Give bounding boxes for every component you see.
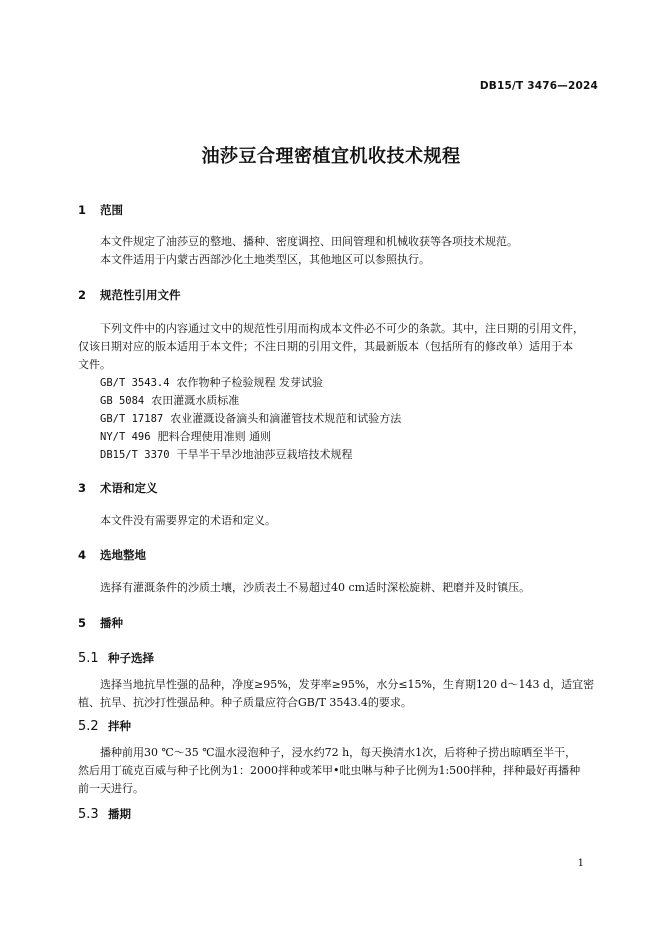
section-1-heading (78, 202, 123, 218)
page-number: 1 (577, 858, 584, 869)
subsection-5-3-heading (78, 806, 131, 822)
reference-item (100, 428, 271, 446)
paragraph: 本文件没有需要界定的术语和定义。 (100, 514, 276, 527)
reference-item (100, 410, 401, 428)
subsection-number: 5.1 (78, 651, 99, 666)
paragraph: 本文件规定了油莎豆的整地、播种、密度调控、田间管理和机械收获等各项技术规范。 (100, 235, 518, 248)
reference-code: GB 5084 (100, 395, 145, 407)
subsection-5-2-body (78, 744, 600, 798)
section-number: 5 (78, 616, 87, 630)
subsection-title: 拌种 (108, 719, 132, 733)
paragraph-line: 选择当地抗旱性强的品种，净度≥95%，发芽率≥95%，水分≤15%，生育期120 d～143 d，适宜密 (100, 678, 595, 691)
subsection-5-1-heading (78, 650, 154, 666)
document-title: 油莎豆合理密植宜机收技术规程 (201, 146, 461, 167)
section-4-body (78, 579, 600, 597)
section-title: 选地整地 (100, 548, 147, 562)
reference-code: DB15/T 3370 (100, 449, 170, 461)
subsection-5-2-heading (78, 718, 131, 734)
paragraph-line: 播种前用30 ℃～35 ℃温水浸泡种子，浸水约72 h，每天换清水1次，后将种子捞出晾晒至半干， (100, 746, 577, 759)
reference-code: GB/T 3543.4 (100, 377, 170, 389)
subsection-title: 种子选择 (108, 651, 155, 665)
reference-name: 农业灌溉设备滴头和滴灌管技术规范和试验方法 (170, 412, 402, 425)
paragraph-line: 植、抗旱、抗沙打性强品种。种子质量应符合GB/T 3543.4的要求。 (78, 696, 412, 709)
subsection-number: 5.3 (78, 807, 99, 822)
paragraph-line: 仅该日期对应的版本适用于本文件；不注日期的引用文件，其最新版本（包括所有的修改单）适用于本 (78, 340, 573, 353)
section-title: 术语和定义 (100, 481, 158, 495)
section-title: 范围 (100, 203, 124, 217)
section-3-body (78, 512, 600, 530)
subsection-5-1-body (78, 676, 600, 712)
reference-name: 肥料合理使用准则 通则 (157, 430, 272, 443)
paragraph-line: 前一天进行。 (78, 782, 144, 795)
section-number: 4 (78, 548, 87, 562)
section-2-heading (78, 287, 181, 303)
reference-name: 农作物种子检验规程 发芽试验 (176, 376, 324, 389)
reference-name: 农田灌溉水质标准 (151, 394, 240, 407)
paragraph-line: 然后用丁硫克百威与种子比例为1：2000拌种或苯甲•吡虫啉与种子比例为1:500拌种，拌种最好再播种 (78, 764, 581, 777)
document-code: DB15/T 3476—2024 (479, 80, 598, 92)
reference-item (100, 392, 239, 410)
paragraph-line: 文件。 (78, 358, 111, 371)
section-1-body (78, 233, 600, 269)
section-5-heading (78, 615, 123, 631)
subsection-title: 播期 (108, 807, 132, 821)
section-number: 2 (78, 288, 87, 302)
section-number: 3 (78, 481, 87, 495)
section-title: 播种 (100, 616, 124, 630)
paragraph-line: 下列文件中的内容通过文中的规范性引用而构成本文件必不可少的条款。其中，注日期的引用文件， (100, 322, 584, 335)
section-2-body (78, 320, 600, 374)
section-title: 规范性引用文件 (100, 288, 181, 302)
paragraph: 选择有灌溉条件的沙质土壤，沙质表土不易超过40 cm适时深松旋耕、耙磨并及时镇压。 (100, 581, 531, 594)
paragraph: 本文件适用于内蒙古西部沙化土地类型区，其他地区可以参照执行。 (100, 253, 430, 266)
reference-name: 干旱半干旱沙地油莎豆栽培技术规程 (176, 448, 353, 461)
reference-code: GB/T 17187 (100, 413, 164, 425)
section-number: 1 (78, 203, 87, 217)
reference-code: NY/T 496 (100, 431, 151, 443)
reference-item (100, 446, 353, 464)
reference-item (100, 374, 323, 392)
subsection-number: 5.2 (78, 719, 99, 734)
section-4-heading (78, 547, 146, 563)
section-3-heading (78, 480, 158, 496)
